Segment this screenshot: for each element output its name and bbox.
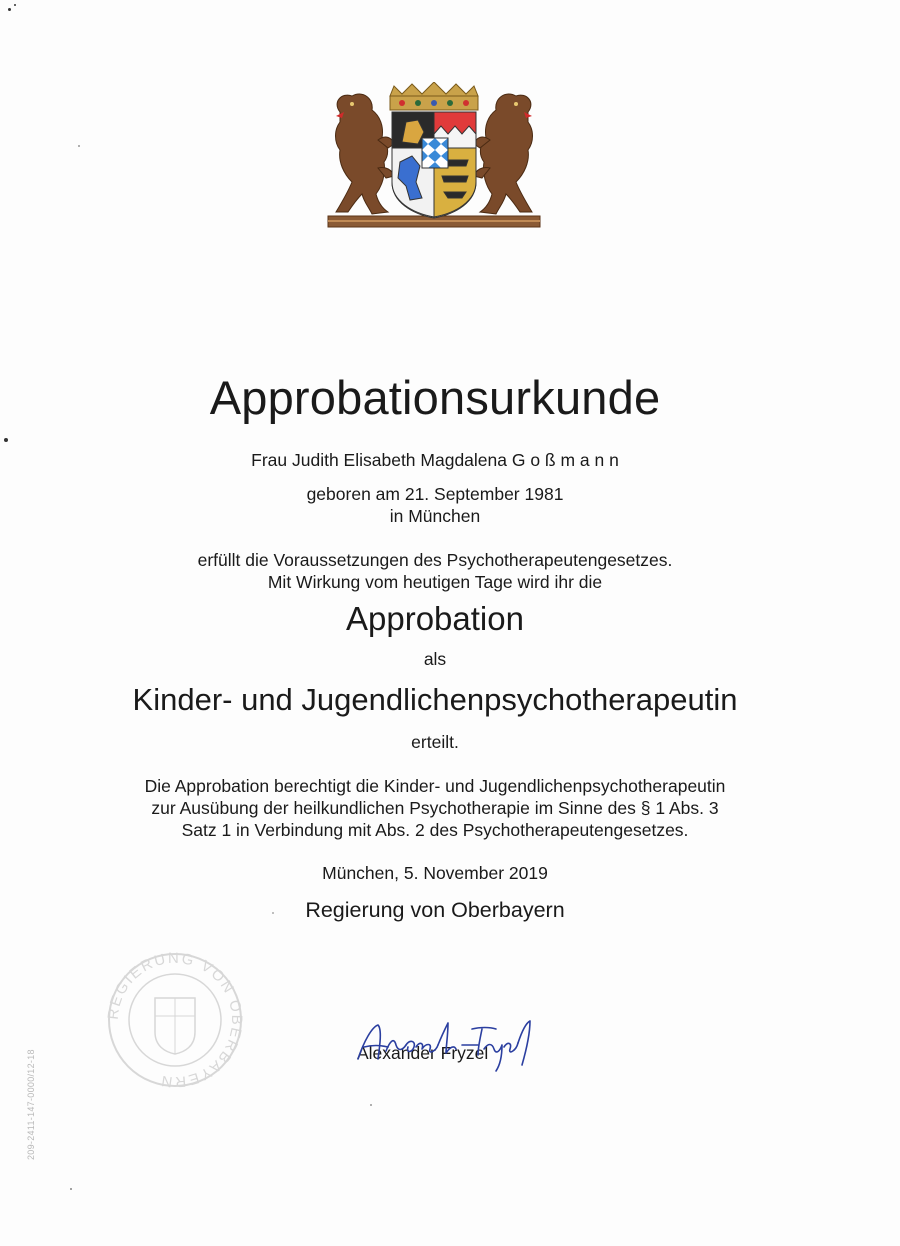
scan-speck <box>8 8 11 11</box>
handwritten-signature-icon <box>350 1015 540 1075</box>
seal-text: REGIERUNG VON OBERBAYERN <box>104 950 246 1090</box>
scan-speck <box>78 145 80 147</box>
document-title: Approbationsurkunde <box>209 371 661 424</box>
scan-speck <box>272 912 274 914</box>
scope-line-2: zur Ausübung der heilkundlichen Psychotherapie im Sinne des § 1 Abs. 3 <box>151 798 719 818</box>
scan-speck <box>4 438 8 442</box>
issuing-authority: Regierung von Oberbayern <box>305 898 565 922</box>
statement-line-1: erfüllt die Voraussetzungen des Psychotherapeutengesetzes. <box>197 550 673 570</box>
scan-speck <box>14 4 16 6</box>
birth-place: in München <box>389 506 481 526</box>
erteilt-text: erteilt. <box>411 732 459 752</box>
coat-of-arms-icon <box>322 82 546 232</box>
scan-speck <box>70 1188 72 1190</box>
place-date: München, 5. November 2019 <box>322 863 548 883</box>
profession-title: Kinder- und Jugendlichenpsychotherapeutin <box>132 682 738 717</box>
recipient-name: Frau Judith Elisabeth Magdalena G o ß m a n n <box>251 450 619 470</box>
scope-line-3: Satz 1 in Verbindung mit Abs. 2 des Psychotherapeutengesetzes. <box>181 820 689 840</box>
embossed-seal-icon <box>100 950 250 1090</box>
scan-speck <box>370 1104 372 1106</box>
statement-line-2: Mit Wirkung vom heutigen Tage wird ihr die <box>267 572 603 592</box>
signer-name: Alexander Fryzel <box>357 1043 489 1063</box>
approbation-heading: Approbation <box>346 600 524 637</box>
birth-date: geboren am 21. September 1981 <box>306 484 564 504</box>
form-code: 209-2411-147-0000/12-18 <box>26 1049 36 1160</box>
als-text: als <box>423 649 447 669</box>
scope-line-1: Die Approbation berechtigt die Kinder- und Jugendlichenpsychotherapeutin <box>144 776 726 796</box>
